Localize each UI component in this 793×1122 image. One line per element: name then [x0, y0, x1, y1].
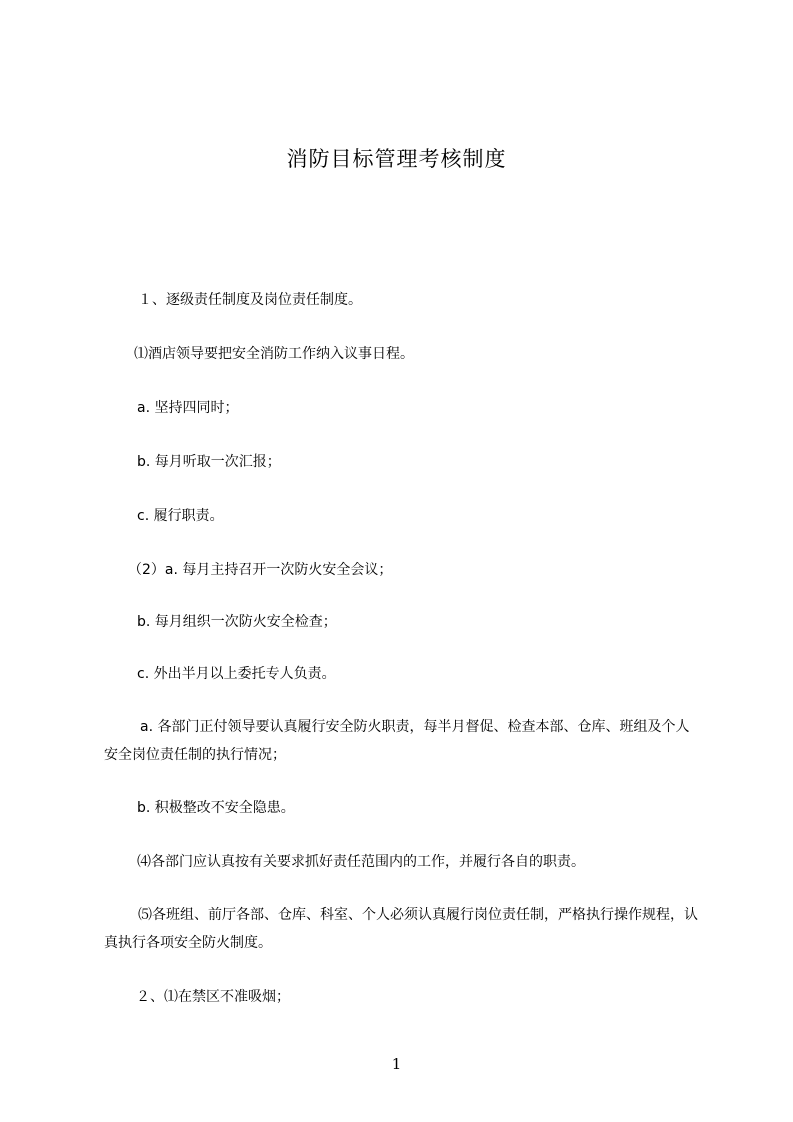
paragraph-11: ⑷各部门应认真按有关要求抓好责任范围内的工作，并履行各自的职责。	[137, 854, 585, 870]
paragraph-1: １、逐级责任制度及岗位责任制度。	[138, 292, 362, 308]
document-title: 消防目标管理考核制度	[286, 147, 507, 171]
paragraph-3: a. 坚持四同时；	[137, 400, 239, 416]
paragraph-13: ２、⑴在禁区不准吸烟；	[136, 989, 290, 1005]
paragraph-6: （2）a. 每月主持召开一次防火安全会议；	[128, 562, 393, 578]
paragraph-9: a. 各部门正付领导要认真履行安全防火职责，每半月督促、检查本部、仓库、班组及个人安全岗位责任制的执行情况；	[104, 719, 690, 763]
paragraph-10: b. 积极整改不安全隐患。	[137, 800, 295, 816]
paragraph-5: c. 履行职责。	[137, 508, 224, 524]
paragraph-7: b. 每月组织一次防火安全检查；	[137, 614, 337, 630]
paragraph-4: b. 每月听取一次汇报；	[137, 454, 281, 470]
paragraph-2: ⑴酒店领导要把安全消防工作纳入议事日程。	[134, 346, 414, 362]
paragraph-8: c. 外出半月以上委托专人负责。	[137, 666, 336, 682]
paragraph-12: ⑸各班组、前厅各部、仓库、科室、个人必须认真履行岗位责任制，严格执行操作规程，认真执行各项安全防火制度。	[104, 907, 698, 951]
page-number: 1	[391, 1055, 402, 1073]
